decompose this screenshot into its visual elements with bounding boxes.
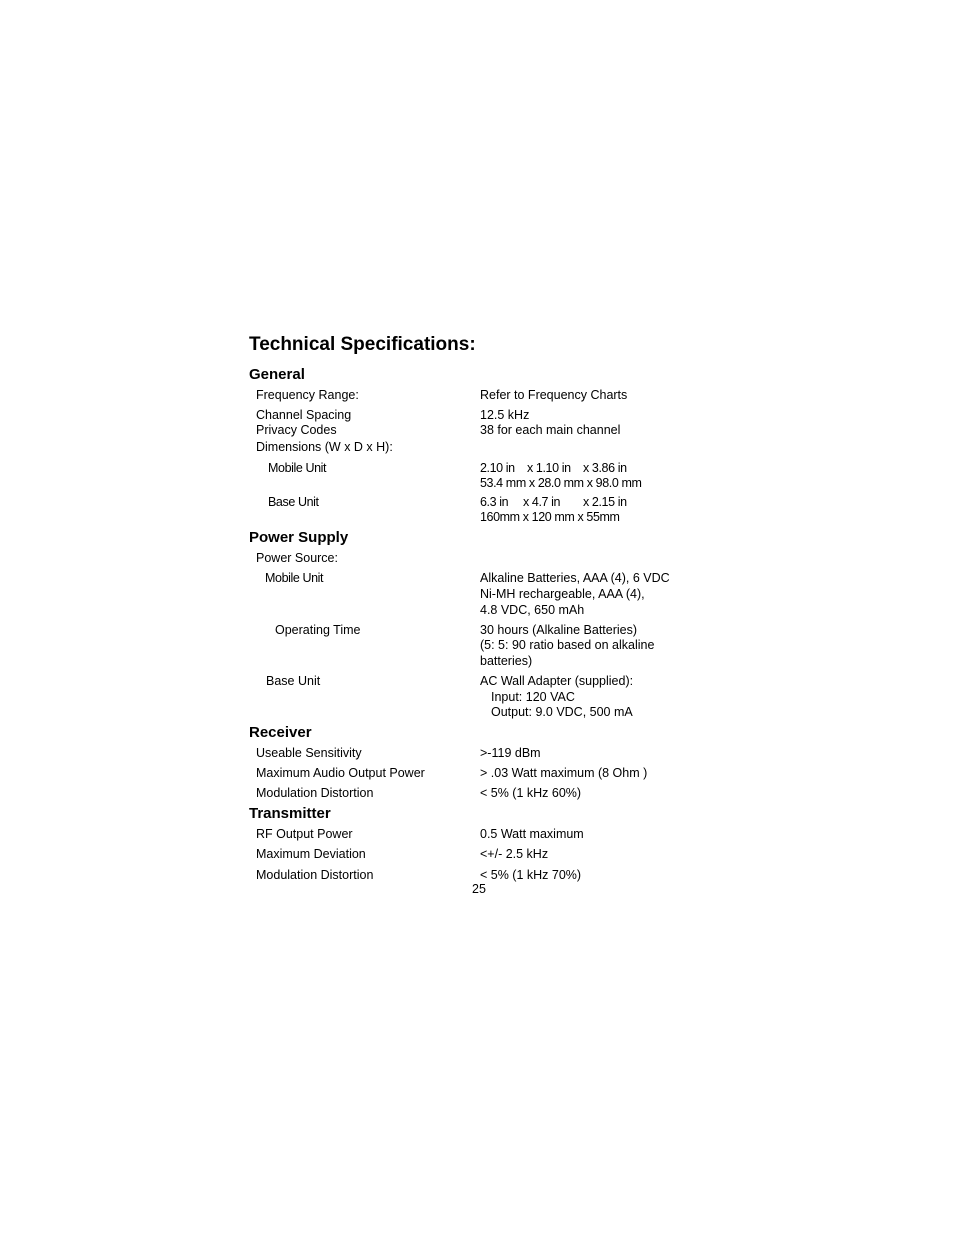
transmitter-row-label: RF Output Power — [256, 827, 353, 841]
power-base-value-line-1: AC Wall Adapter (supplied): — [480, 674, 634, 688]
mobile-dimension-width: 2.10 in — [480, 461, 515, 475]
transmitter-row-value: < 5% (1 kHz 70%) — [480, 868, 582, 882]
power-mobile-unit-label: Mobile Unit — [265, 571, 324, 585]
power-mobile-value-line-1: Alkaline Batteries, AAA (4), 6 VDC — [480, 571, 670, 585]
power-mobile-value-line-3: 4.8 VDC, 650 mAh — [480, 603, 585, 617]
section-heading-receiver: Receiver — [249, 724, 312, 741]
power-base-value-line-2: Input: 120 VAC — [491, 690, 575, 704]
transmitter-row-label: Modulation Distortion — [256, 868, 374, 882]
base-dimensions-mm: 160mm x 120 mm x 55mm — [480, 510, 620, 524]
power-source-label: Power Source: — [256, 551, 338, 565]
power-base-value-line-3: Output: 9.0 VDC, 500 mA — [491, 705, 633, 719]
receiver-row-value: > .03 Watt maximum (8 Ohm ) — [480, 766, 648, 780]
section-heading-transmitter: Transmitter — [249, 805, 331, 822]
page-number: 25 — [472, 882, 486, 896]
power-base-unit-label: Base Unit — [266, 674, 321, 688]
frequency-range-label: Frequency Range: — [256, 388, 359, 402]
base-unit-dimensions-label: Base Unit — [268, 495, 319, 509]
receiver-row-value: >-119 dBm — [480, 746, 541, 760]
channel-spacing-value: 12.5 kHz — [480, 408, 530, 422]
privacy-codes-value: 38 for each main channel — [480, 423, 621, 437]
dimensions-label: Dimensions (W x D x H): — [256, 440, 393, 454]
base-dimension-width: 6.3 in — [480, 495, 509, 509]
operating-time-value-line-2: (5: 5: 90 ratio based on alkaline — [480, 638, 655, 652]
transmitter-row-label: Maximum Deviation — [256, 847, 366, 861]
mobile-dimension-height: x 3.86 in — [583, 461, 627, 475]
operating-time-label: Operating Time — [275, 623, 361, 637]
operating-time-value-line-3: batteries) — [480, 654, 533, 668]
section-heading-power-supply: Power Supply — [249, 529, 349, 546]
receiver-row-label: Modulation Distortion — [256, 786, 374, 800]
base-dimension-depth: x 4.7 in — [523, 495, 561, 509]
receiver-row-label: Useable Sensitivity — [256, 746, 362, 760]
mobile-unit-dimensions-label: Mobile Unit — [268, 461, 327, 475]
base-dimension-height: x 2.15 in — [583, 495, 627, 509]
frequency-range-value: Refer to Frequency Charts — [480, 388, 628, 402]
receiver-row-label: Maximum Audio Output Power — [256, 766, 425, 780]
privacy-codes-label: Privacy Codes — [256, 423, 337, 437]
page-title: Technical Specifications: — [249, 334, 476, 355]
operating-time-value-line-1: 30 hours (Alkaline Batteries) — [480, 623, 638, 637]
section-heading-general: General — [249, 366, 305, 383]
receiver-row-value: < 5% (1 kHz 60%) — [480, 786, 582, 800]
power-mobile-value-line-2: Ni-MH rechargeable, AAA (4), — [480, 587, 645, 601]
transmitter-row-value: <+/- 2.5 kHz — [480, 847, 549, 861]
mobile-dimensions-mm: 53.4 mm x 28.0 mm x 98.0 mm — [480, 476, 642, 490]
mobile-dimension-depth: x 1.10 in — [527, 461, 571, 475]
transmitter-row-value: 0.5 Watt maximum — [480, 827, 584, 841]
channel-spacing-label: Channel Spacing — [256, 408, 352, 422]
